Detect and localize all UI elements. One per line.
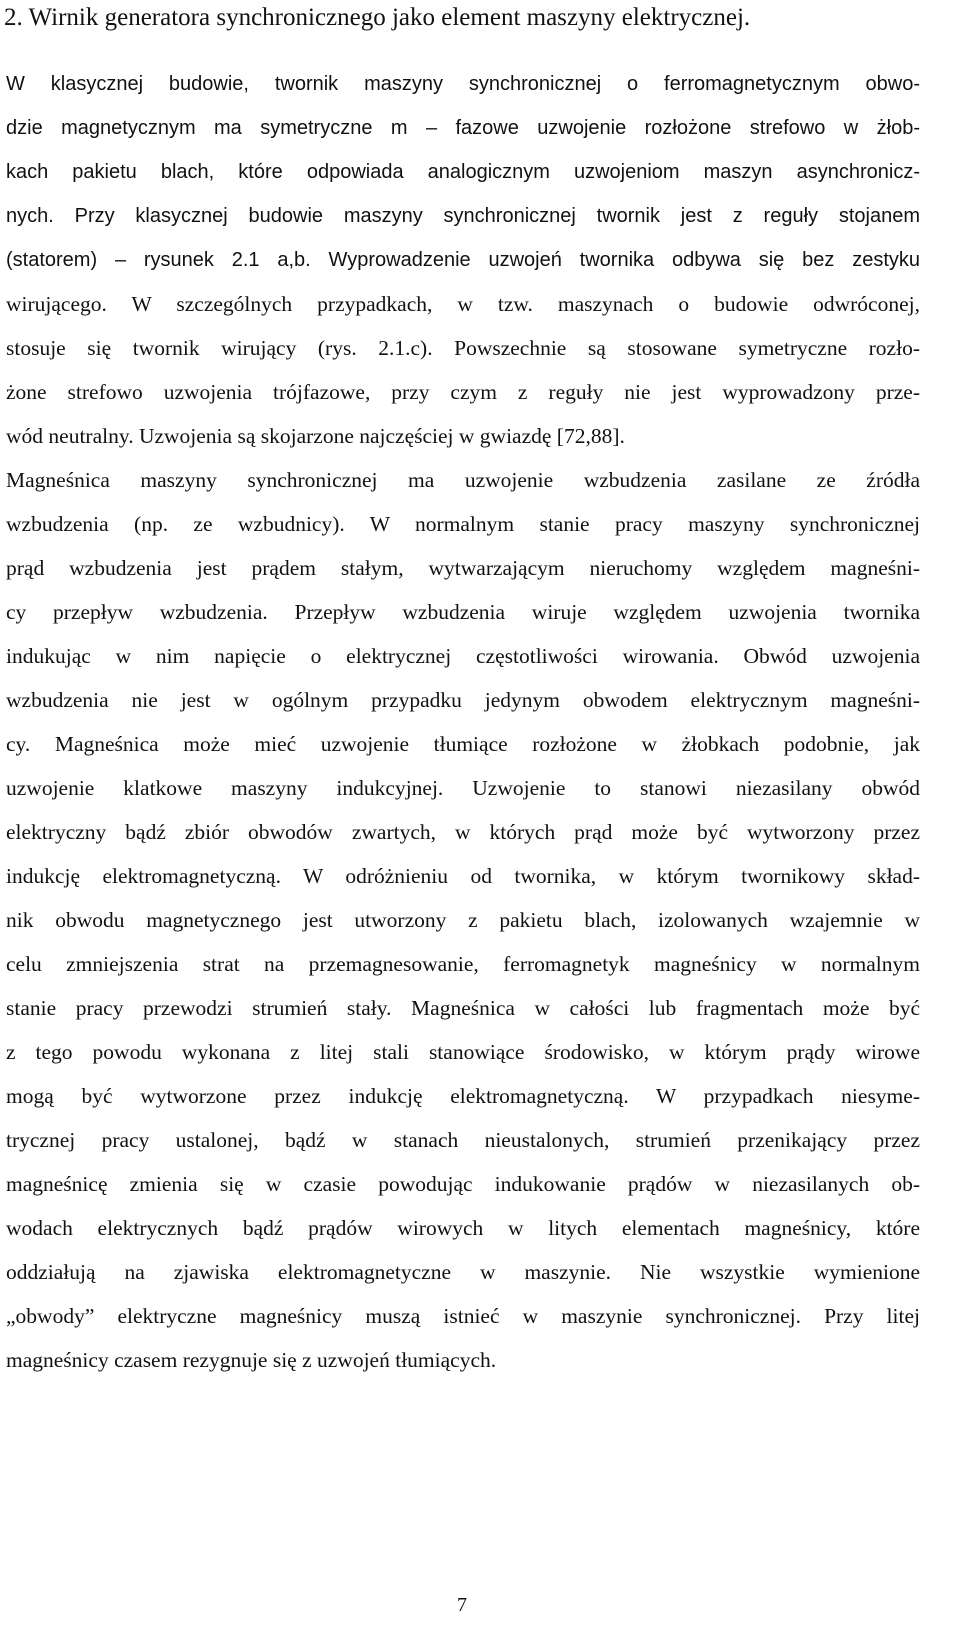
text-line: stosuje się twornik wirujący (rys. 2.1.c). Powszechnie są stosowane symetryczne rozło- [6, 336, 920, 360]
text-line: magneśnicy czasem rezygnuje się z uzwojeń tłumiących. [6, 1348, 497, 1372]
text-line: cy. Magneśnica może mieć uzwojenie tłumiące rozłożone w żłobkach podobnie, jak [6, 732, 920, 756]
text-line: celu zmniejszenia strat na przemagnesowanie, ferromagnetyk magneśnicy w normalnym [6, 952, 920, 976]
section-heading: 2. Wirnik generatora synchronicznego jako element maszyny elektrycznej. [4, 4, 751, 31]
text-line: prąd wzbudzenia jest prądem stałym, wytwarzającym nieruchomy względem magneśni- [6, 556, 920, 580]
text-line: elektryczny bądź zbiór obwodów zwartych, w których prąd może być wytworzony przez [6, 820, 920, 844]
text-line: trycznej pracy ustalonej, bądź w stanach nieustalonych, strumień przenikający przez [6, 1128, 920, 1152]
text-line: uzwojenie klatkowe maszyny indukcyjnej. Uzwojenie to stanowi niezasilany obwód [6, 776, 920, 800]
text-line: dzie magnetycznym ma symetryczne m – fazowe uzwojenie rozłożone strefowo w żłob- [6, 117, 920, 139]
text-line: wód neutralny. Uzwojenia są skojarzone najczęściej w gwiazdę [72,88]. [6, 424, 625, 448]
text-line: wirującego. W szczególnych przypadkach, w tzw. maszynach o budowie odwróconej, [6, 292, 920, 316]
text-line: nych. Przy klasycznej budowie maszyny synchronicznej twornik jest z reguły stojanem [6, 205, 920, 227]
text-line: Magneśnica maszyny synchronicznej ma uzwojenie wzbudzenia zasilane ze źródła [6, 468, 920, 492]
text-line: (statorem) – rysunek 2.1 a,b. Wyprowadzenie uzwojeń twornika odbywa się bez zestyku [6, 249, 920, 271]
text-line: indukcję elektromagnetyczną. W odróżnieniu od twornika, w którym twornikowy skład- [6, 864, 920, 888]
text-line: W klasycznej budowie, twornik maszyny synchronicznej o ferromagnetycznym obwo- [6, 73, 920, 95]
text-line: magneśnicę zmienia się w czasie powodując indukowanie prądów w niezasilanych ob- [6, 1172, 920, 1196]
text-line: nik obwodu magnetycznego jest utworzony z pakietu blach, izolowanych wzajemnie w [6, 908, 920, 932]
page-number: 7 [457, 1594, 467, 1616]
text-line: oddziałują na zjawiska elektromagnetyczne w maszynie. Nie wszystkie wymienione [6, 1260, 920, 1284]
text-line: żone strefowo uzwojenia trójfazowe, przy czym z reguły nie jest wyprowadzony prze- [6, 380, 920, 404]
text-line: wzbudzenia (np. ze wzbudnicy). W normalnym stanie pracy maszyny synchronicznej [6, 512, 920, 536]
text-line: z tego powodu wykonana z litej stali stanowiące środowisko, w którym prądy wirowe [6, 1040, 920, 1064]
text-line: kach pakietu blach, które odpowiada analogicznym uzwojeniom maszyn asynchronicz- [6, 161, 920, 183]
text-line: cy przepływ wzbudzenia. Przepływ wzbudzenia wiruje względem uzwojenia twornika [6, 600, 920, 624]
text-line: wodach elektrycznych bądź prądów wirowych w litych elementach magneśnicy, które [6, 1216, 920, 1240]
text-line: stanie pracy przewodzi strumień stały. Magneśnica w całości lub fragmentach może być [6, 996, 920, 1020]
text-line: wzbudzenia nie jest w ogólnym przypadku jedynym obwodem elektrycznym magneśni- [6, 688, 920, 712]
text-line: mogą być wytworzone przez indukcję elektromagnetyczną. W przypadkach niesyme- [6, 1084, 920, 1108]
text-line: „obwody” elektryczne magneśnicy muszą istnieć w maszynie synchronicznej. Przy litej [6, 1304, 920, 1328]
text-line: indukując w nim napięcie o elektrycznej częstotliwości wirowania. Obwód uzwojenia [6, 644, 920, 668]
